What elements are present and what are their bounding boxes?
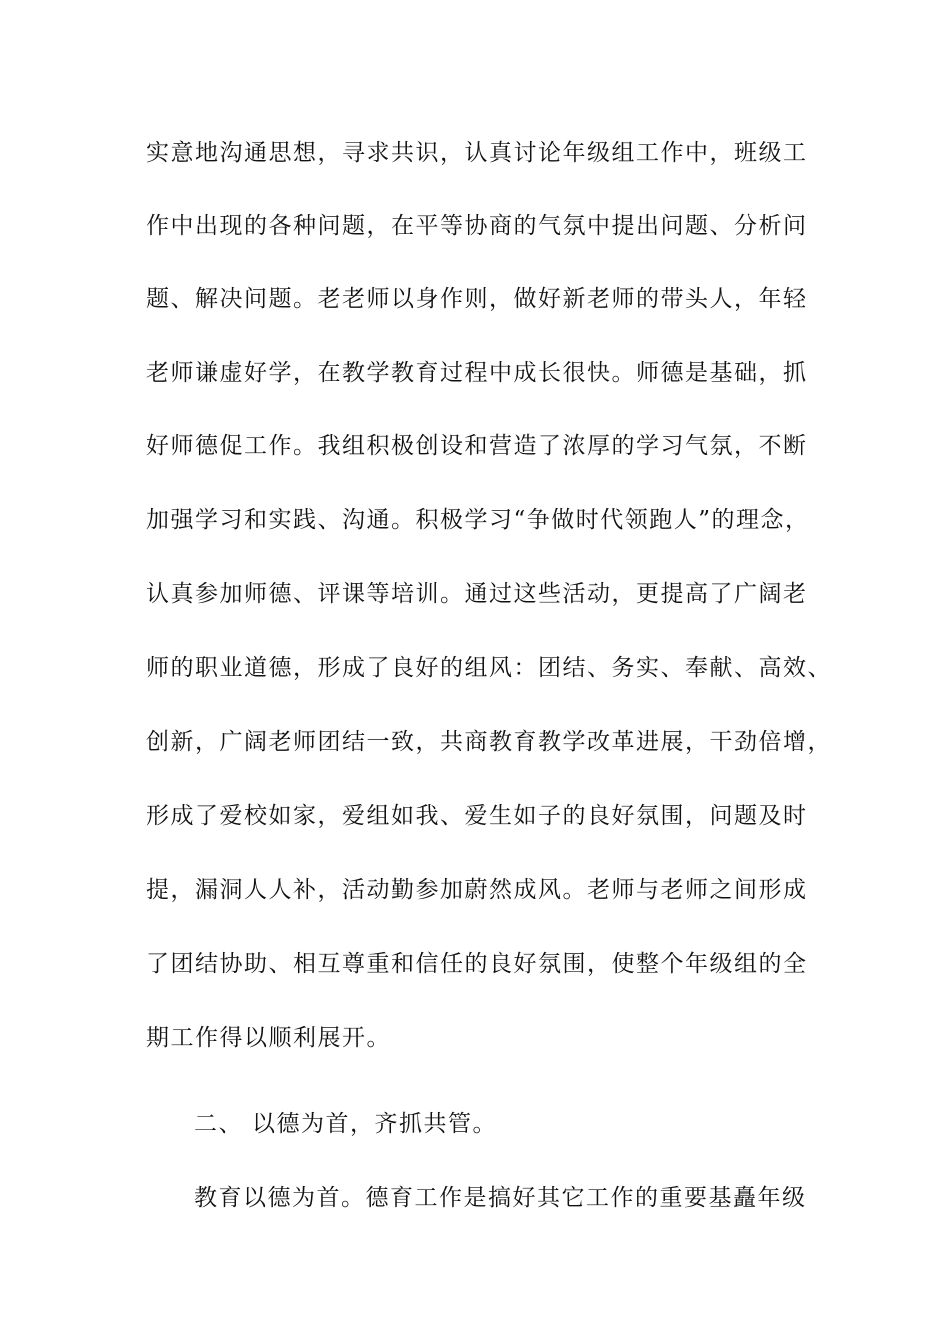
body-text-line-12: 了团结协助、相互尊重和信任的良好氛围，使整个年级组的全 [146,951,808,977]
paragraph-first-line: 教育以德为首。德育工作是搞好其它工作的重要基矗年级 [194,1185,807,1211]
body-text-line-3: 题、解决问题。老老师以身作则，做好新老师的带头人，年轻 [146,286,808,312]
body-text-line-4: 老师谦虚好学，在教学教育过程中成长很快。师德是基础，抓 [146,360,808,386]
body-text-line-6: 加强学习和实践、沟通。积极学习“争做时代领跑人”的理念， [146,507,810,533]
section-heading: 以德为首，齐抓共管。 [252,1111,497,1137]
body-text-line-11: 提，漏洞人人补，活动勤参加蔚然成风。老师与老师之间形成 [146,877,808,903]
body-text-line-2: 作中出现的各种问题，在平等协商的气氛中提出问题、分析问 [146,213,808,239]
body-text-line-1: 实意地沟通思想，寻求共识，认真讨论年级组工作中，班级工 [146,140,808,166]
body-text-line-7: 认真参加师德、评课等培训。通过这些活动，更提高了广阔老 [146,581,808,607]
body-text-line-10: 形成了爱校如家，爱组如我、爱生如子的良好氛围，问题及时 [146,803,808,829]
body-text-line-13: 期工作得以顺利展开。 [146,1025,391,1051]
body-text-line-8: 师的职业道德，形成了良好的组风：团结、务实、奉献、高效、 [146,655,832,681]
body-text-line-9: 创新，广阔老师团结一致，共商教育教学改革进展，干劲倍增， [146,729,832,755]
section-number: 二、 [194,1111,243,1137]
body-text-line-5: 好师德促工作。我组积极创设和营造了浓厚的学习气氛，不断 [146,433,808,459]
